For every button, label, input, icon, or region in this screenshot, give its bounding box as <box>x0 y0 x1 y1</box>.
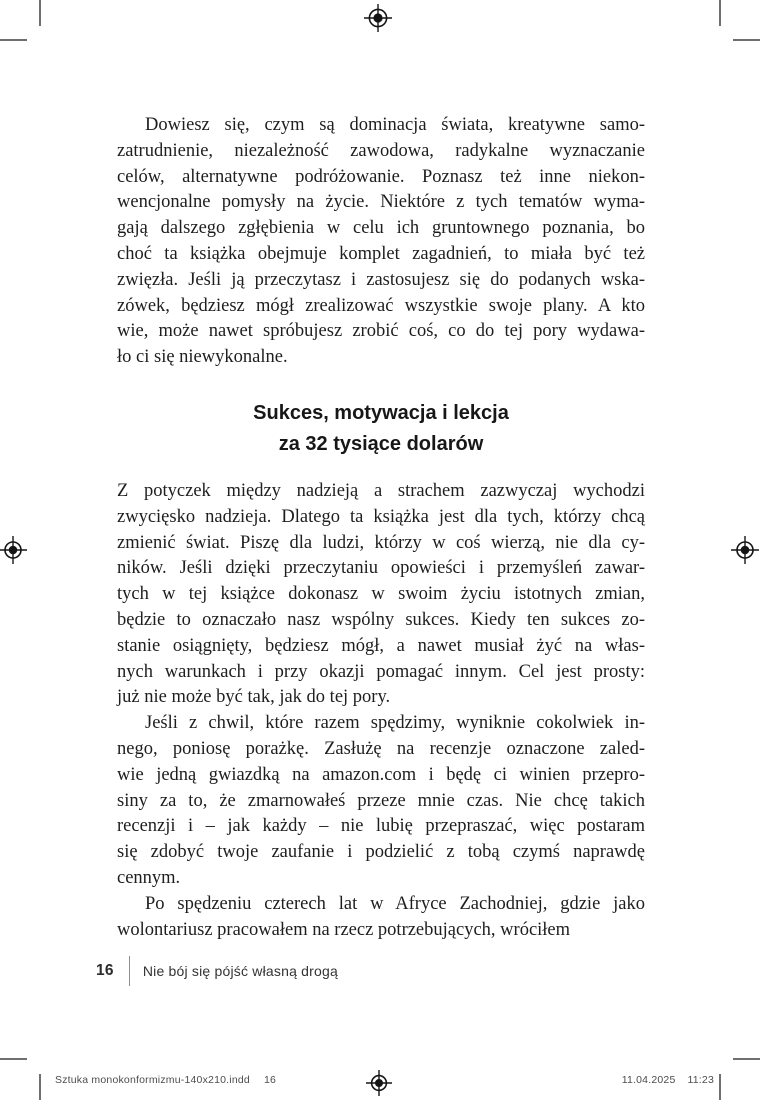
text-line: zatrudnienie, niezależność zawodowa, radykalne wyznaczanie <box>117 140 645 161</box>
registration-mark-icon <box>363 3 393 33</box>
text-line: Z potyczek między nadzieją a strachem zazwyczaj wychodzi <box>117 480 645 501</box>
text-line: zwycięsko nadzieja. Dlatego ta książka jest dla tych, którzy chcą <box>117 506 645 527</box>
crop-mark <box>0 1058 27 1060</box>
text-line: będzie to oznaczało nasz wspólny sukces. Kiedy ten sukces zo- <box>117 609 645 630</box>
text-line: recenzji i – jak każdy – nie lubię przepraszać, więc postaram <box>117 816 645 837</box>
page-number: 16 <box>96 962 114 979</box>
text-line: wencjonalne pomysły na życie. Niektóre z tych tematów wyma- <box>117 192 645 213</box>
text-line: siny za to, że zmarnowałeś przeze mnie czas. Nie chcę takich <box>117 790 645 811</box>
text-line: zwięzła. Jeśli ją przeczytasz i zastosujesz się do podanych wska- <box>117 269 645 290</box>
registration-mark-icon <box>730 535 760 565</box>
heading-line: za 32 tysiące dolarów <box>278 432 484 455</box>
text-line: zmienić świat. Piszę dla ludzi, którzy w coś wierzą, nie dla cy- <box>117 532 645 553</box>
registration-mark-icon <box>364 1068 394 1098</box>
crop-mark <box>733 39 760 41</box>
text-line: zówek, będziesz mógł zrealizować wszystkie swoje plany. A kto <box>117 295 645 316</box>
running-title: Nie bój się pójść własną drogą <box>142 963 338 979</box>
text-line: ników. Jeśli dzięki przeczytaniu opowieści i przemyśleń zawar- <box>117 558 645 579</box>
text-line: stanie osiągnięty, będziesz mógł, a nawet musiał żyć na włas- <box>117 635 645 656</box>
text-line: nego, poniosę porażkę. Zasłużę na recenzje oznaczone zaled- <box>117 738 645 759</box>
slug-time: 11:23 <box>687 1074 714 1086</box>
crop-mark <box>719 1074 721 1100</box>
text-line: wolontariusz pracowałem na rzecz potrzebujących, wróciłem <box>117 919 571 940</box>
slug-filename: Sztuka monokonformizmu-140x210.indd <box>55 1074 250 1086</box>
text-line: celów, alternatywne podróżowanie. Poznasz też inne niekon- <box>117 166 645 187</box>
crop-mark <box>733 1058 760 1060</box>
crop-mark <box>39 1074 41 1100</box>
section-heading <box>117 398 645 460</box>
text-line: ło ci się niewykonalne. <box>117 347 288 368</box>
text-line: się zdobyć twoje zaufanie i podzielić z tobą czymś naprawdę <box>117 842 645 863</box>
text-line: Dowiesz się, czym są dominacja świata, kreatywne samo- <box>145 115 645 135</box>
paragraph <box>117 479 645 711</box>
slug-filename-group <box>55 1074 276 1086</box>
paragraph <box>117 892 645 944</box>
text-line: Po spędzeniu czterech lat w Afryce Zachodniej, gdzie jako <box>145 893 645 914</box>
text-line: już nie może być tak, jak do tej pory. <box>117 687 391 708</box>
text-line: choć ta książka obejmuje komplet zagadnień, to miała być też <box>117 243 645 264</box>
page-footer <box>96 956 338 986</box>
registration-mark-icon <box>0 535 28 565</box>
paragraph <box>117 711 645 892</box>
text-line: cennym. <box>117 867 181 888</box>
slug-page-number: 16 <box>263 1074 277 1086</box>
crop-mark <box>0 39 27 41</box>
text-line: gają dalszego zgłębienia w celu ich gruntownego poznania, bo <box>117 218 645 239</box>
crop-mark <box>719 0 721 26</box>
text-line: Jeśli z chwil, które razem spędzimy, wyniknie cokolwiek in- <box>145 713 645 734</box>
body-text <box>117 113 645 943</box>
heading-line: Sukces, motywacja i lekcja <box>253 401 509 424</box>
text-line: tych w tej książce dokonasz w swoim życiu istotnych zmian, <box>117 584 645 605</box>
text-line: wie jedną gwiazdką na amazon.com i będę ci winien przepro- <box>117 764 645 785</box>
footer-divider <box>129 956 130 986</box>
text-line: wie, może nawet spróbujesz zrobić coś, co do tej pory wydawa- <box>117 321 645 342</box>
paragraph <box>117 113 645 371</box>
text-line: nych warunkach i przy okazji pomagać innym. Cel jest prosty: <box>117 661 645 682</box>
crop-mark <box>39 0 41 26</box>
slug-date: 11.04.2025 <box>621 1074 676 1086</box>
slug-datetime-group <box>622 1074 714 1086</box>
